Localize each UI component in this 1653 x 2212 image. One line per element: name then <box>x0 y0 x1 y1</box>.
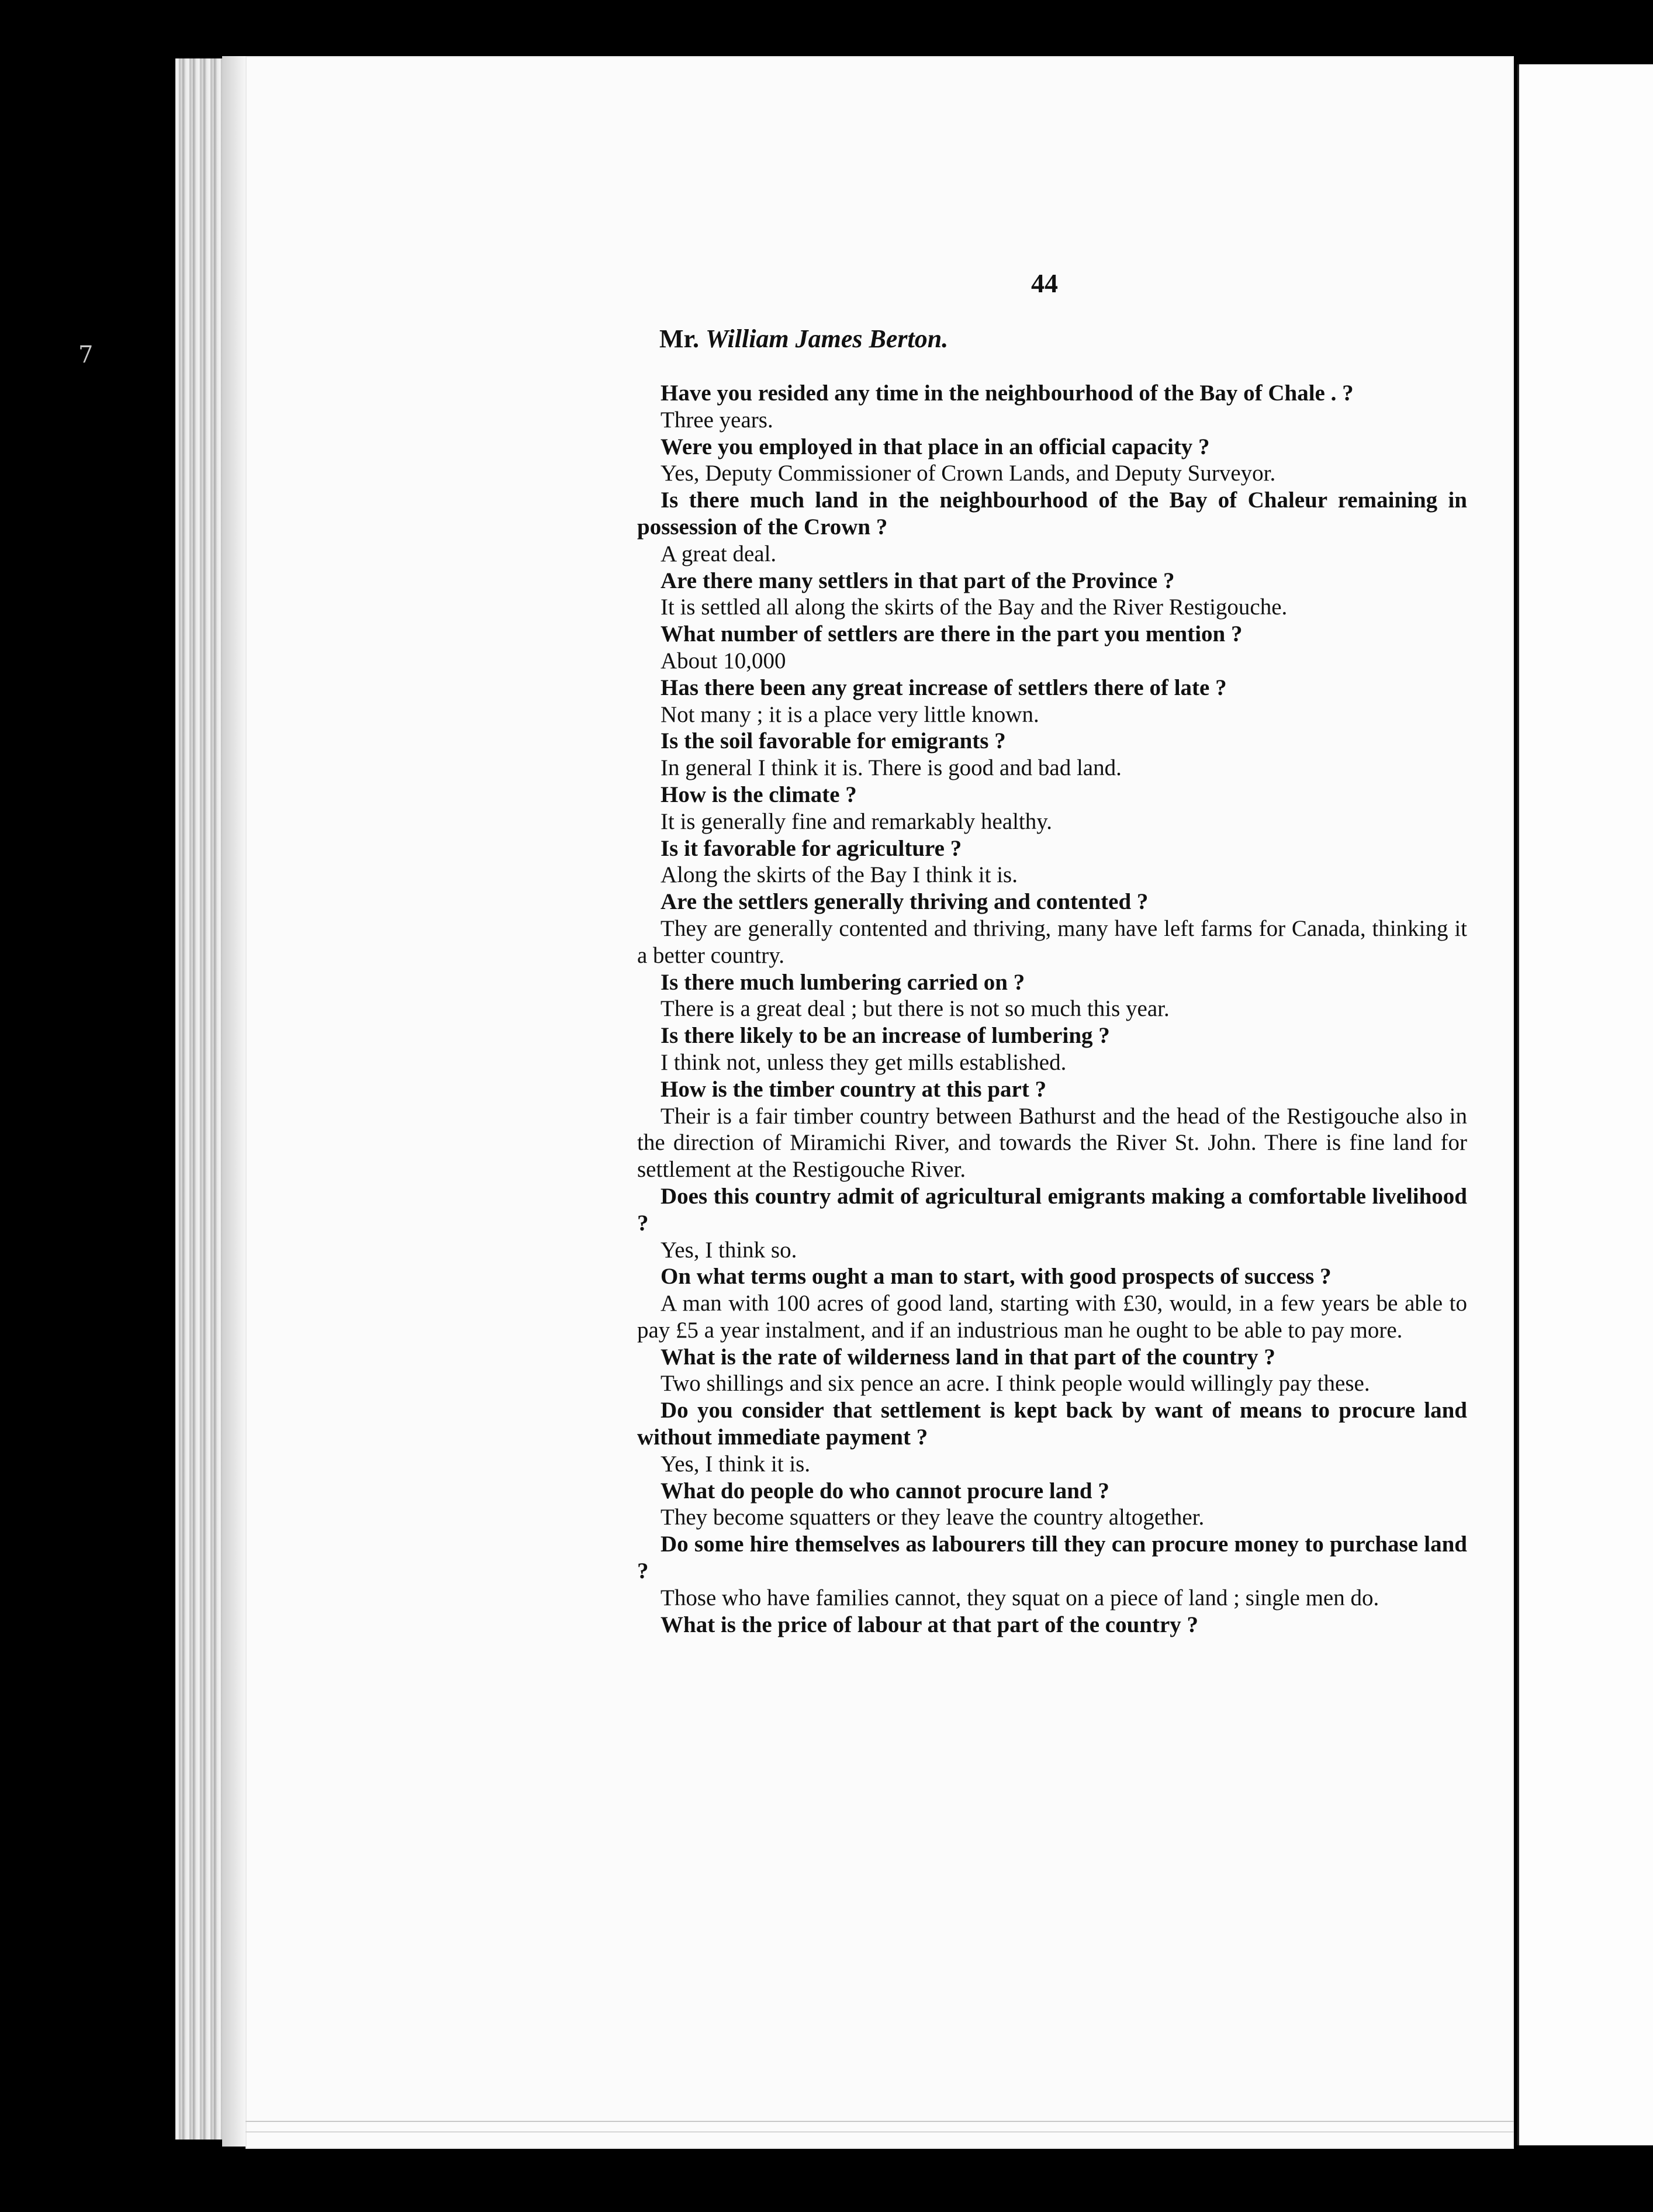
answer-line: Yes, I think so. <box>660 1237 797 1263</box>
page-edge-shadow <box>222 56 245 2147</box>
question-line: What is the rate of wilderness land in that part of the country ? <box>660 1344 1275 1370</box>
answer-line: A great deal. <box>660 541 777 566</box>
question-line: Has there been any great increase of settlers there of late ? <box>660 675 1227 700</box>
question-line: What is the price of labour at that part of the country ? <box>660 1612 1199 1637</box>
question-line: Are there many settlers in that part of the Province ? <box>660 568 1175 593</box>
question-line: How is the timber country at this part ? <box>660 1076 1047 1102</box>
question-line: Is there likely to be an increase of lumbering ? <box>660 1023 1110 1049</box>
answer-line: Along the skirts of the Bay I think it is. <box>660 862 1018 888</box>
question-line: Do some hire themselves as labourers till they can procure money to purchase land ? <box>637 1532 1467 1584</box>
page-number: 44 <box>1031 268 1058 298</box>
speaker-heading <box>659 324 948 354</box>
answer-line: Those who have families cannot, they squat on a piece of land ; single men do. <box>660 1585 1379 1610</box>
answer-line: Two shillings and six pence an acre. I think people would willingly pay these. <box>660 1371 1370 1397</box>
margin-mark: 7 <box>78 341 94 368</box>
question-line: How is the climate ? <box>660 782 857 807</box>
question-line: Are the settlers generally thriving and contented ? <box>660 889 1149 915</box>
question-line: Do you consider that settlement is kept back by want of means to procure land without immediate payment ? <box>637 1398 1467 1450</box>
answer-line: There is a great deal ; but there is not so much this year. <box>660 996 1170 1022</box>
answer-line: A man with 100 acres of good land, starting with £30, would, in a few years be able to pay £5 a year instalment, and if an industrious man he ought to be able to pay more. <box>637 1291 1467 1343</box>
answer-line: Yes, I think it is. <box>660 1451 811 1477</box>
answer-line: Their is a fair timber country between Bathurst and the head of the Restigouche also in the direction of Miramichi River, and towards the River St. John. There is fine land for settlement at the Restigouche River. <box>637 1103 1467 1183</box>
answer-line: They are generally contented and thriving, many have left farms for Canada, thinking it a better country. <box>637 915 1467 968</box>
question-line: Does this country admit of agricultural emigrants making a comfortable livelihood ? <box>637 1183 1467 1236</box>
speaker-name: William James Berton. <box>706 324 949 353</box>
page-bottom-edge <box>245 2121 1514 2132</box>
question-line: Have you resided any time in the neighbourhood of the Bay of Chale . ? <box>660 381 1354 406</box>
answer-line: I think not, unless they get mills established. <box>660 1049 1067 1075</box>
facing-page <box>1517 64 1653 2145</box>
answer-line: Three years. <box>660 407 773 433</box>
speaker-prefix: Mr. <box>659 324 700 353</box>
answer-line: Yes, Deputy Commissioner of Crown Lands, and Deputy Surveyor. <box>660 461 1276 486</box>
question-line: On what terms ought a man to start, with good prospects of success ? <box>660 1264 1332 1290</box>
answer-line: It is generally fine and remarkably healthy. <box>660 808 1052 834</box>
question-line: Is there much lumbering carried on ? <box>660 969 1025 995</box>
answer-line: They become squatters or they leave the country altogether. <box>660 1505 1205 1530</box>
answer-line: In general I think it is. There is good and bad land. <box>660 755 1122 781</box>
testimony-text <box>637 380 1467 1638</box>
question-line: Is there much land in the neighbourhood of the Bay of Chaleur remaining in possession of the Crown ? <box>637 488 1467 540</box>
answer-line: Not many ; it is a place very little known. <box>660 701 1039 727</box>
question-line: What do people do who cannot procure land ? <box>660 1478 1109 1504</box>
answer-line: About 10,000 <box>660 648 786 673</box>
question-line: What number of settlers are there in the part you mention ? <box>660 621 1243 647</box>
question-line: Is it favorable for agriculture ? <box>660 835 962 861</box>
question-line: Were you employed in that place in an official capacity ? <box>660 434 1210 459</box>
question-line: Is the soil favorable for emigrants ? <box>660 728 1006 754</box>
answer-line: It is settled all along the skirts of the Bay and the River Restigouche. <box>660 595 1288 620</box>
